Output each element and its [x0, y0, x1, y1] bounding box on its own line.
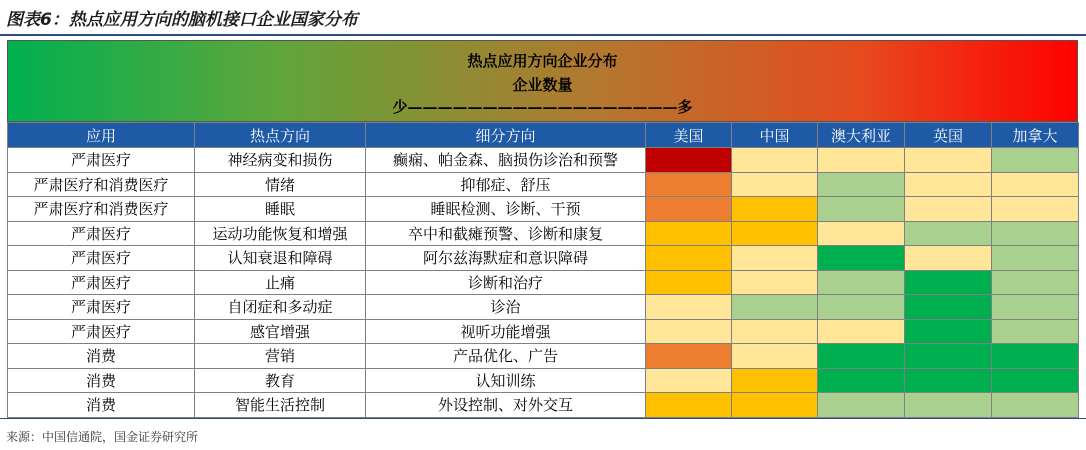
cell-sub-direction: 阿尔兹海默症和意识障碍	[366, 246, 646, 271]
cell-hot-direction: 睡眠	[195, 197, 366, 222]
heat-cell-china	[732, 148, 818, 173]
cell-hot-direction: 情绪	[195, 172, 366, 197]
heat-cell-canada	[992, 344, 1079, 369]
heat-cell-uk	[905, 344, 992, 369]
cell-hot-direction: 止痛	[195, 270, 366, 295]
heat-cell-usa	[646, 344, 732, 369]
heat-cell-uk	[905, 270, 992, 295]
table-row	[8, 172, 1079, 197]
heat-cell-canada	[992, 295, 1079, 320]
heat-cell-canada	[992, 319, 1079, 344]
table-row	[8, 197, 1079, 222]
heat-cell-australia	[818, 368, 905, 393]
cell-application: 严肃医疗和消费医疗	[8, 197, 195, 222]
heat-cell-usa	[646, 368, 732, 393]
table-row	[8, 368, 1079, 393]
heat-cell-china	[732, 295, 818, 320]
cell-application: 严肃医疗	[8, 319, 195, 344]
heat-cell-usa	[646, 319, 732, 344]
heat-cell-china	[732, 221, 818, 246]
title-divider	[0, 34, 1086, 36]
heat-cell-australia	[818, 221, 905, 246]
cell-hot-direction: 自闭症和多动症	[195, 295, 366, 320]
cell-application: 严肃医疗	[8, 148, 195, 173]
heat-cell-uk	[905, 319, 992, 344]
source-note: 来源：中国信通院，国金证券研究所	[6, 430, 199, 444]
heat-cell-china	[732, 368, 818, 393]
heat-cell-usa	[646, 148, 732, 173]
header-australia: 澳大利亚	[818, 123, 905, 148]
heat-cell-usa	[646, 221, 732, 246]
cell-sub-direction: 诊断和治疗	[366, 270, 646, 295]
cell-application: 严肃医疗	[8, 270, 195, 295]
header-hot-direction: 热点方向	[195, 123, 366, 148]
cell-application: 消费	[8, 393, 195, 418]
cell-sub-direction: 视听功能增强	[366, 319, 646, 344]
heat-cell-uk	[905, 393, 992, 418]
cell-application: 严肃医疗	[8, 246, 195, 271]
cell-hot-direction: 认知衰退和障碍	[195, 246, 366, 271]
cell-hot-direction: 感官增强	[195, 319, 366, 344]
cell-application: 消费	[8, 344, 195, 369]
banner-scale-legend: 少——————————————————多	[392, 98, 693, 116]
heat-cell-canada	[992, 172, 1079, 197]
heat-cell-australia	[818, 295, 905, 320]
heat-cell-china	[732, 393, 818, 418]
header-application: 应用	[8, 123, 195, 148]
figure-title: 图表6：热点应用方向的脑机接口企业国家分布	[6, 10, 358, 30]
cell-sub-direction: 抑郁症、舒压	[366, 172, 646, 197]
cell-sub-direction: 癫痫、帕金森、脑损伤诊治和预警	[366, 148, 646, 173]
heat-cell-usa	[646, 197, 732, 222]
source-divider	[0, 418, 1086, 419]
cell-hot-direction: 智能生活控制	[195, 393, 366, 418]
cell-hot-direction: 运动功能恢复和增强	[195, 221, 366, 246]
banner-subtitle: 企业数量	[512, 76, 573, 94]
heat-cell-canada	[992, 393, 1079, 418]
heat-cell-uk	[905, 368, 992, 393]
cell-hot-direction: 教育	[195, 368, 366, 393]
cell-hot-direction: 营销	[195, 344, 366, 369]
cell-application: 严肃医疗	[8, 295, 195, 320]
heat-cell-china	[732, 172, 818, 197]
heat-cell-canada	[992, 270, 1079, 295]
distribution-table	[7, 122, 1079, 418]
heat-cell-uk	[905, 148, 992, 173]
gradient-banner	[7, 40, 1078, 122]
heat-cell-usa	[646, 172, 732, 197]
heat-cell-canada	[992, 246, 1079, 271]
heat-cell-usa	[646, 270, 732, 295]
heat-cell-canada	[992, 221, 1079, 246]
table-header-row	[8, 123, 1079, 148]
heat-cell-australia	[818, 393, 905, 418]
heat-cell-china	[732, 246, 818, 271]
table-row	[8, 295, 1079, 320]
cell-sub-direction: 睡眠检测、诊断、干预	[366, 197, 646, 222]
heat-cell-china	[732, 344, 818, 369]
cell-sub-direction: 认知训练	[366, 368, 646, 393]
table-row	[8, 221, 1079, 246]
cell-sub-direction: 产品优化、广告	[366, 344, 646, 369]
heat-cell-australia	[818, 197, 905, 222]
heat-cell-uk	[905, 246, 992, 271]
cell-application: 严肃医疗和消费医疗	[8, 172, 195, 197]
heat-cell-china	[732, 270, 818, 295]
table-row	[8, 393, 1079, 418]
heat-cell-australia	[818, 246, 905, 271]
cell-application: 消费	[8, 368, 195, 393]
header-china: 中国	[732, 123, 818, 148]
heat-cell-china	[732, 319, 818, 344]
cell-application: 严肃医疗	[8, 221, 195, 246]
heat-cell-australia	[818, 344, 905, 369]
cell-sub-direction: 卒中和截瘫预警、诊断和康复	[366, 221, 646, 246]
heat-cell-canada	[992, 197, 1079, 222]
heat-cell-australia	[818, 172, 905, 197]
heat-cell-canada	[992, 148, 1079, 173]
header-canada: 加拿大	[992, 123, 1079, 148]
cell-hot-direction: 神经病变和损伤	[195, 148, 366, 173]
heat-cell-uk	[905, 197, 992, 222]
table-row	[8, 319, 1079, 344]
header-uk: 英国	[905, 123, 992, 148]
heat-cell-uk	[905, 221, 992, 246]
heat-cell-china	[732, 197, 818, 222]
table-row	[8, 246, 1079, 271]
heatmap-table-container	[7, 40, 1078, 418]
header-usa: 美国	[646, 123, 732, 148]
banner-title: 热点应用方向企业分布	[467, 52, 618, 70]
heat-cell-australia	[818, 319, 905, 344]
heat-cell-usa	[646, 393, 732, 418]
heat-cell-australia	[818, 148, 905, 173]
table-row	[8, 270, 1079, 295]
cell-sub-direction: 外设控制、对外交互	[366, 393, 646, 418]
heat-cell-usa	[646, 246, 732, 271]
header-sub-direction: 细分方向	[366, 123, 646, 148]
heat-cell-usa	[646, 295, 732, 320]
table-row	[8, 148, 1079, 173]
heat-cell-australia	[818, 270, 905, 295]
table-row	[8, 344, 1079, 369]
cell-sub-direction: 诊治	[366, 295, 646, 320]
heat-cell-uk	[905, 295, 992, 320]
heat-cell-uk	[905, 172, 992, 197]
heat-cell-canada	[992, 368, 1079, 393]
